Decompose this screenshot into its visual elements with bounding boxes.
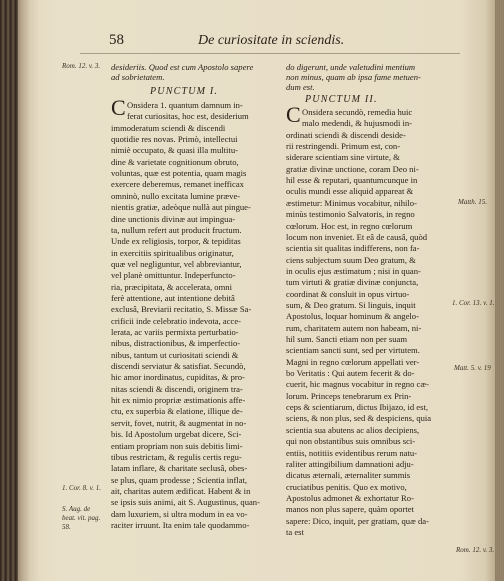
text-line: hic amor inordinatus, cupiditas, & pro- xyxy=(111,372,245,383)
right-intro-line: dum est. xyxy=(286,82,315,92)
text-line: hit ex nimio propriæ æstimationis affe- xyxy=(111,395,246,406)
text-line: nimiè occupato, & quasi illa multitu- xyxy=(111,145,238,156)
text-line: ferè attentione, aut intentione debitâ xyxy=(111,292,235,303)
text-line: cruciatibus penitis. Quo ex motivo, xyxy=(286,481,407,492)
text-line: tum virtuti & gratiæ divinæ conjuncta, xyxy=(286,277,419,288)
text-line: voluntas, quæ est potentia, quam magis xyxy=(111,168,247,179)
margin-note: 1. Cor. 8. v. 1. xyxy=(62,484,101,492)
text-line: ordinati sciendi & discendi deside- xyxy=(286,129,406,140)
margin-note: Rom. 12. v. 3. xyxy=(62,62,101,70)
text-line: nibus, tantum ut curiositati sciendi & xyxy=(111,349,239,360)
text-line: dam luxuriem, si ultra modum in ea vo- xyxy=(111,508,248,519)
text-line: ria, præcipitata, & accelerata, omni xyxy=(111,281,232,292)
text-line: ceps & scientiarum, dictus Ibijazo, id est, xyxy=(286,402,428,413)
text-line: rum, charitatem autem non habeam, ni- xyxy=(286,322,422,333)
margin-note: Matt. 5. v. 19 xyxy=(454,364,491,372)
margin-note: S. Aug. de xyxy=(62,505,91,513)
text-line: in exercitiis spiritualibus originatur, xyxy=(111,247,234,258)
text-line: omninò, nullo excitata lumine præve- xyxy=(111,190,241,201)
text-line: dine unctionis divinæ aut impingua- xyxy=(111,213,236,224)
text-line: oculis mundi esse aliquid appareat & xyxy=(286,186,414,197)
text-line: latam inflare, & charitate seclusâ, obes- xyxy=(111,463,248,474)
text-line: in oculis ejus æstimatum ; nisi in quan- xyxy=(286,265,421,276)
text-line: servit, fovet, nutrit, & augmentat in no- xyxy=(111,417,247,428)
text-line: bo Veritatis : Qui autem fecerit & do- xyxy=(286,368,415,379)
text-line: manos non plus sapere, quàm oportet xyxy=(286,504,414,515)
text-line: tibus restrictam, & regulis certis regu- xyxy=(111,451,242,462)
text-line: lorum. Princeps tenebrarum ex Prin- xyxy=(286,390,412,401)
text-line: exclusâ, Breviarii recitatio, S. Missæ Sa- xyxy=(111,304,252,315)
text-line: qui non obstantibus suis omnibus sci- xyxy=(286,436,416,447)
text-line: ta, nullum refert aut producit fructum. xyxy=(111,224,242,235)
right-section-heading: PUNCTUM II. xyxy=(305,94,378,105)
text-line: nitas sciendi & discendi, originem tra- xyxy=(111,383,243,394)
text-line: Onsidera 1. quantum damnum in- xyxy=(127,100,243,110)
header-rule xyxy=(80,53,460,54)
text-line: scientia sit qualitas indifferens, non fa- xyxy=(286,243,420,254)
text-line: scientiam sancti sunt, sed per virtutem. xyxy=(286,345,420,356)
text-line: entiis, notitiis evidentibus rerum natu- xyxy=(286,447,418,458)
text-line: lerata, ac variis permixta perturbatio- xyxy=(111,327,239,337)
left-section-heading: PUNCTUM I. xyxy=(150,86,219,97)
text-line: raciter irruunt. Ita enim tale quodammo- xyxy=(111,519,250,530)
text-line: bis. Id Apostolum urgebat dicere, Sci- xyxy=(111,429,242,440)
left-intro-line: desideriis. Quod est cum Apostolo sapere xyxy=(111,62,254,72)
right-intro-line: do digerunt, unde valetudini mentium xyxy=(286,62,416,72)
text-line: coordinat & consluit in opus virtuo- xyxy=(286,288,410,299)
margin-note: Matth. 15. xyxy=(458,198,487,206)
right-dropcap: C xyxy=(286,102,301,127)
text-line: gratiæ divinæ unctione, coram Deo ni- xyxy=(286,163,419,174)
text-line: vel planè omittuntur. Indeperfuncto- xyxy=(111,270,236,281)
text-line: dicatus æternali, æternaliter summis xyxy=(286,470,411,481)
text-line: ctu, ex superbia & elatione, illique de- xyxy=(111,406,243,417)
margin-note: Rom. 12. v. 3. xyxy=(456,546,495,554)
text-line: sum, & Deo gratum. Si linguis, inquit xyxy=(286,299,416,310)
text-line: Onsidera secundò, remedia huic xyxy=(302,107,413,117)
margin-note: beat. vit. pag. xyxy=(62,514,101,522)
text-line: ferat curiositas, hoc est, desiderium xyxy=(127,111,249,122)
text-line: se ipsis suis animi, ait S. Augustinus, quan- xyxy=(111,497,260,508)
text-line: ait, charitas autem ædificat. Habent & in xyxy=(111,485,251,496)
text-line: Unde ex religiosis, torpor, & tepiditas xyxy=(111,236,241,247)
text-line: ciens subjectum suum Deo gratum, & xyxy=(286,254,416,265)
right-intro-line: non minus, quam ab ipsa fame metuen- xyxy=(286,72,421,82)
text-line: Apostolus admonet & exhortatur Ro- xyxy=(286,492,414,503)
text-line: Apostolus, loquar hominum & angelo- xyxy=(286,311,419,322)
left-intro-line: ad sobrietatem. xyxy=(111,72,165,82)
text-line: æstimetur: Minimus vocabitur, nihilo- xyxy=(286,197,417,208)
text-line: hil sum. Sancti etiam non per suam xyxy=(286,334,408,344)
text-line: locum non inveniet. Et eâ de causâ, quòd xyxy=(286,231,428,242)
text-line: scientia sua abutens ac alios decipiens, xyxy=(286,424,420,435)
text-line: nibus, distractionibus, & imperfectio- xyxy=(111,338,241,349)
margin-note: 58. xyxy=(62,523,71,531)
text-line: raliter attingibilium damnationi adju- xyxy=(286,458,414,469)
text-line: quæ vel negliguntur, vel abbreviantur, xyxy=(111,258,242,269)
text-line: cœlorum. Hoc est, in regno cœlorum xyxy=(286,220,413,231)
text-line: siderare scientiam sine virtute, & xyxy=(286,152,400,163)
text-line: entiam propriam non suis debitis limi- xyxy=(111,440,243,451)
text-line: quotidie res novas. Primò, intellectui xyxy=(111,134,238,145)
text-line: discendi serviatur & satisfiat. Secundò, xyxy=(111,361,246,372)
text-line: crificii inde celebratio indevota, acce- xyxy=(111,315,242,326)
left-dropcap: C xyxy=(111,95,126,120)
text-line: nientis gratiæ, adeòque nullà aut pingue- xyxy=(111,202,251,213)
text-line: cuerit, hic magnus vocabitur in regno cæ- xyxy=(286,379,429,390)
text-line: sapere: Dico, inquit, per gratiam, quæ da- xyxy=(286,515,429,526)
running-title: De curiositate in sciendis. xyxy=(198,33,345,48)
text-line: se plus, quam prodesse ; Scientia inflat, xyxy=(111,474,248,485)
margin-note: 1. Cor. 13. v. 1. xyxy=(452,299,495,307)
text-line: minùs testimonio Salvatoris, in regno xyxy=(286,209,415,220)
text-line: exercere deberemus, remanet inefficax xyxy=(111,179,244,190)
text-line: Magni in regno cœlorum appellati ver- xyxy=(286,356,420,367)
text-line: sciens, & non plus, sed & despiciens, quia xyxy=(286,413,432,424)
text-line: hil esse & reputari, quantumcunque in xyxy=(286,175,418,186)
text-line: ta est xyxy=(286,526,304,537)
text-line: malo medendi, & hujusmodi in- xyxy=(302,118,413,129)
text-line: rii restringendi. Primum est, con- xyxy=(286,141,401,152)
page-number: 58 xyxy=(109,32,124,48)
text-line: dine & varietate cognitionum obruto, xyxy=(111,156,239,167)
text-line: immoderatum sciendi & discendi xyxy=(111,122,226,133)
